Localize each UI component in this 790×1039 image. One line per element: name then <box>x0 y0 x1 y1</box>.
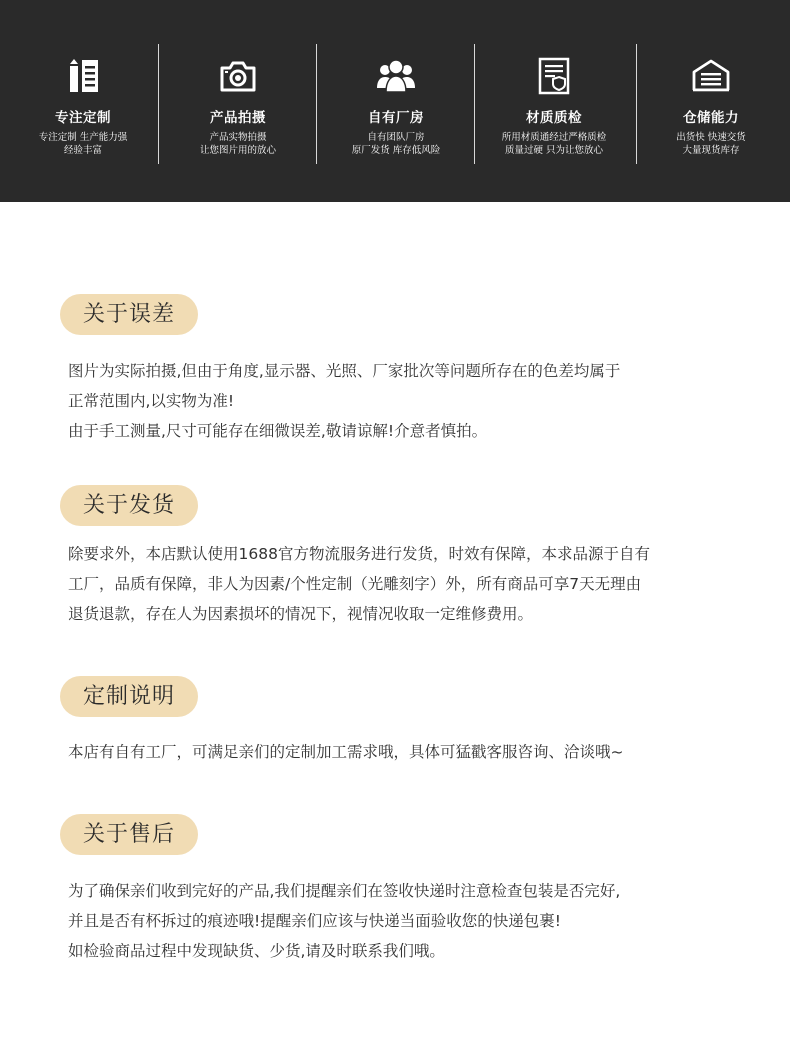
feature-title: 产品拍摄 <box>210 110 266 126</box>
feature-desc-line: 出货快 快速交货 <box>676 132 746 143</box>
feature-title: 材质质检 <box>526 110 582 126</box>
paragraph-line: 正常范围内,以实物为准! <box>68 392 235 410</box>
feature-quality <box>475 44 633 164</box>
feature-desc-line: 质量过硬 只为让您放心 <box>504 145 604 156</box>
section-title-customization: 定制说明 <box>60 676 198 717</box>
feature-desc-line: 专注定制 生产能力强 <box>38 132 128 143</box>
feature-warehouse <box>632 44 790 164</box>
pencil-notepad-icon <box>63 56 103 96</box>
paragraph-line: 为了确保亲们收到完好的产品,我们提醒亲们在签收快递时注意检查包装是否完好, <box>68 882 621 900</box>
feature-customization <box>4 44 162 164</box>
paragraph-line: 退货退款，存在人为因素损坏的情况下，视情况收取一定维修费用。 <box>68 605 534 623</box>
feature-desc-line: 让您图片用的放心 <box>199 145 276 156</box>
paragraph-line: 图片为实际拍摄,但由于角度,显示器、光照、厂家批次等问题所存在的色差均属于 <box>68 362 621 380</box>
section-body-after-sales <box>68 876 748 966</box>
feature-desc <box>475 131 633 157</box>
warehouse-icon <box>691 56 731 96</box>
section-body-customization <box>68 737 748 767</box>
feature-desc-line: 所用材质通经过严格质检 <box>501 132 607 143</box>
features-banner <box>0 0 790 202</box>
section-body-shipping <box>68 539 748 629</box>
camera-icon <box>218 56 258 96</box>
paragraph-line: 并且是否有杯拆过的痕迹哦!提醒亲们应该与快递当面验收您的快递包裹! <box>68 912 561 930</box>
feature-desc <box>632 131 790 157</box>
feature-desc-line: 原厂发货 库存低风险 <box>351 145 441 156</box>
feature-title: 自有厂房 <box>368 110 424 126</box>
feature-factory <box>317 44 475 164</box>
feature-desc-line: 大量现货库存 <box>682 145 740 156</box>
section-title-shipping: 关于发货 <box>60 485 198 526</box>
section-title-after-sales: 关于售后 <box>60 814 198 855</box>
feature-desc <box>317 131 475 157</box>
section-body-error <box>68 356 748 446</box>
feature-desc-line: 自有团队厂房 <box>367 132 425 143</box>
section-title-error: 关于误差 <box>60 294 198 335</box>
paragraph-line: 除要求外，本店默认使用1688官方物流服务进行发货，时效有保障，本求品源于自有 <box>68 545 650 563</box>
feature-desc <box>159 131 317 157</box>
feature-photography <box>159 44 317 164</box>
paragraph-line: 由于手工测量,尺寸可能存在细微误差,敬请谅解!介意者慎拍。 <box>68 422 488 440</box>
paragraph-line: 本店有自有工厂，可满足亲们的定制加工需求哦，具体可猛戳客服咨询、洽谈哦~ <box>68 743 624 761</box>
certificate-shield-icon <box>534 56 574 96</box>
team-people-icon <box>376 56 416 96</box>
feature-title: 专注定制 <box>55 110 111 126</box>
paragraph-line: 如检验商品过程中发现缺货、少货,请及时联系我们哦。 <box>68 942 445 960</box>
paragraph-line: 工厂，品质有保障，非人为因素/个性定制（光雕刻字）外，所有商品可享7天无理由 <box>68 575 642 593</box>
feature-desc-line: 产品实物拍摄 <box>209 132 267 143</box>
feature-desc <box>4 131 162 157</box>
feature-desc-line: 经验丰富 <box>63 145 102 156</box>
feature-title: 仓储能力 <box>683 110 739 126</box>
